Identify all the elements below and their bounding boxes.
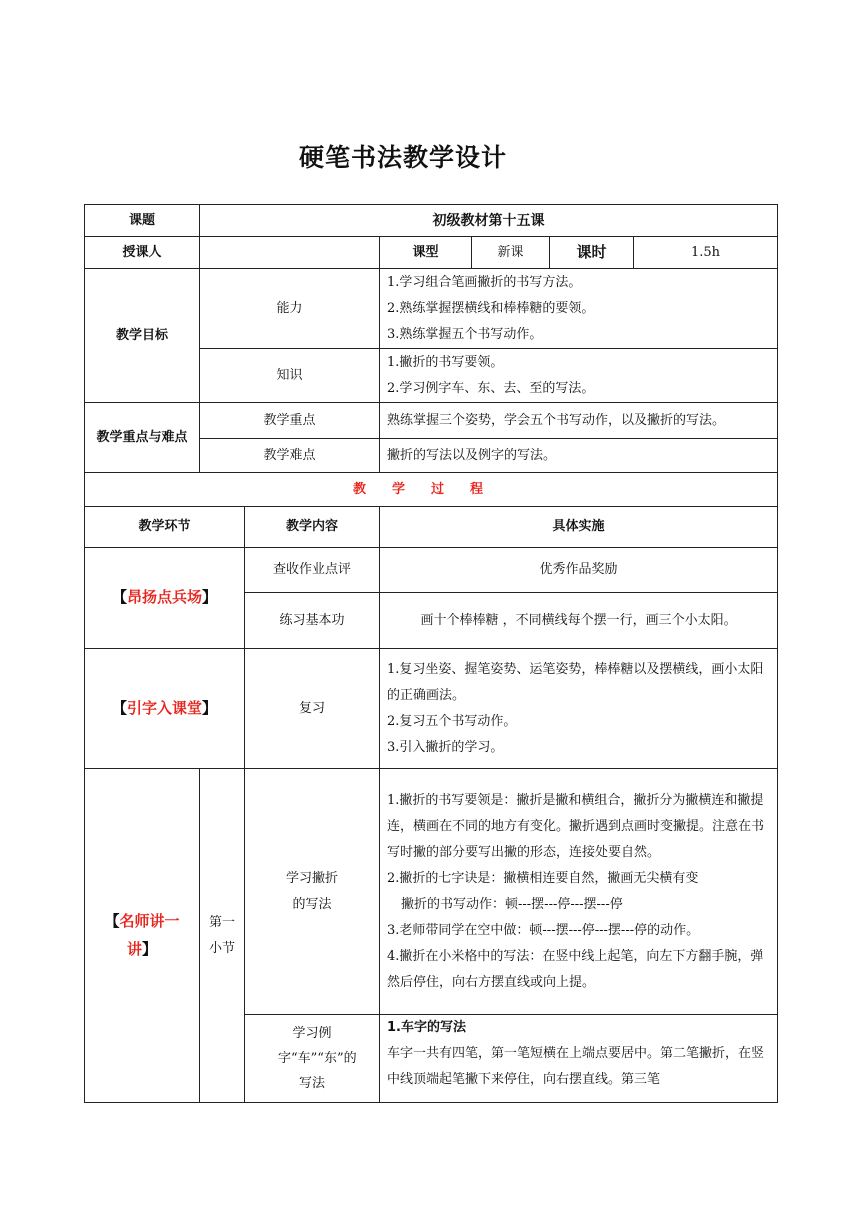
section-label: [200, 769, 245, 1103]
stage2-content: 复习: [245, 649, 380, 769]
stage2-text: 【引字入课堂】: [111, 698, 218, 717]
keypoint-label: 教学重点与难点: [85, 403, 200, 473]
knowledge-item: 2.学习例字车、东、去、至的写法。: [387, 380, 595, 396]
part1-text: 学习撇折的写法: [285, 870, 338, 912]
stage1-impl: 画十个棒棒糖 ，不同横线每个摆一行，画三个小太阳。: [380, 593, 778, 649]
goal-label: 教学目标: [85, 269, 200, 403]
ability-item: 3.熟练掌握五个书写动作。: [387, 326, 543, 342]
part2-body: [380, 1015, 778, 1103]
knowledge-list: [380, 349, 778, 403]
key-label: 教学重点: [200, 403, 380, 439]
diff-value: 撇折的写法以及例字的写法。: [380, 439, 778, 473]
stage2-item: 3.引入撇折的学习。: [387, 739, 504, 755]
part1-list: [380, 769, 778, 1015]
part1-item: 4.撇折在小米格中的写法：在竖中线上起笔，向左下方翻手腕，弹然后停住，向右方摆直线或向上提。: [387, 948, 764, 990]
ability-item: 2.熟练掌握摆横线和棒棒糖的要领。: [387, 300, 595, 316]
stage2-list: [380, 649, 778, 769]
col-content: 教学内容: [245, 507, 380, 548]
ability-item: 1.学习组合笔画撇折的书写方法。: [387, 274, 582, 290]
hours-label: 课时: [550, 237, 634, 268]
stage3-text: 【名师讲一讲】: [104, 911, 180, 958]
ability-label: 能力: [200, 269, 380, 349]
part2-title: 1.车字的写法: [387, 1020, 466, 1035]
knowledge-item: 1.撇折的书写要领。: [387, 354, 504, 370]
type-label: 课型: [380, 237, 472, 269]
part1-item: 2.撇折的七字诀是：撇横相连要自然，撇画无尖横有变: [387, 870, 699, 886]
lesson-plan-table: [84, 204, 778, 1103]
stage1-text: 【昂扬点兵场】: [111, 588, 218, 606]
part1-label: [245, 769, 380, 1015]
page-title: 硬笔书法教学设计: [298, 143, 507, 172]
col-stage: 教学环节: [85, 507, 245, 548]
stage1-label: [85, 548, 245, 649]
part1-item: 3.老师带同学在空中做：顿---摆---停---摆---停的动作。: [387, 922, 700, 938]
key-value: 熟练掌握三个姿势，学会五个书写动作，以及撇折的写法。: [380, 403, 778, 439]
ability-list: [380, 269, 778, 349]
part1-item: 1.撇折的书写要领是：撇折是撇和横组合，撇折分为撇横连和撇提连，横画在不同的地方有变化。撇折遇到点画时变撇提。注意在书写时撇的部分要写出撇的形态，连接处要自然。: [387, 792, 765, 860]
part2-text-body: 车字一共有四笔，第一笔短横在上端点要居中。第二笔撇折，在竖中线顶端起笔撇下来停住，向右摆直线。第三笔: [387, 1046, 765, 1087]
stage1-impl: 优秀作品奖励: [380, 548, 778, 593]
part2-label: [245, 1015, 380, 1103]
stage2-label: [85, 649, 245, 769]
teacher-label: 授课人: [85, 237, 200, 269]
section-text: 第一小节: [208, 914, 235, 956]
hours-value: 1.5h: [691, 244, 721, 260]
teacher-value: [200, 237, 380, 269]
stage2-item: 2.复习五个书写动作。: [387, 713, 517, 729]
col-impl: 具体实施: [380, 507, 778, 548]
part1-item: 撇折的书写动作：顿---摆---停---摆---停: [401, 896, 623, 912]
stage1-content: 练习基本功: [245, 593, 380, 649]
part2-text: 学习例字“车”“东”的写法: [278, 1026, 357, 1091]
knowledge-label: 知识: [200, 349, 380, 403]
stage3-label: [85, 769, 200, 1103]
stage1-content: 查收作业点评: [245, 548, 380, 593]
diff-label: 教学难点: [200, 439, 380, 473]
type-value: 新课: [472, 237, 550, 269]
topic-label: 课题: [85, 205, 200, 237]
topic-value: 初级教材第十五课: [200, 205, 778, 237]
stage2-item: 1.复习坐姿、握笔姿势、运笔姿势，棒棒糖以及摆横线，画小太阳的正确画法。: [387, 661, 764, 703]
process-heading: 教学过程: [85, 473, 778, 507]
